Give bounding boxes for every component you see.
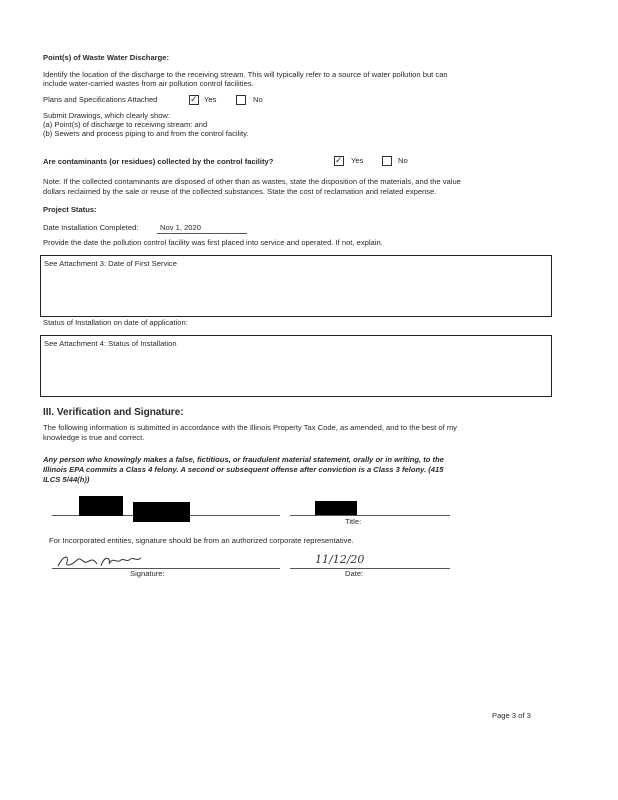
verification-heading: III. Verification and Signature:	[43, 407, 184, 418]
contaminants-yes-label: Yes	[351, 156, 364, 165]
project-status-heading: Project Status:	[43, 205, 97, 214]
contaminants-question: Are contaminants (or residues) collected by the control facility?	[43, 157, 274, 166]
plans-attached-label: Plans and Specifications Attached	[43, 95, 158, 104]
date-installation-value[interactable]: Nov 1, 2020	[160, 223, 201, 232]
date-installation-label: Date Installation Completed:	[43, 223, 139, 232]
signature-label: Signature:	[130, 569, 165, 578]
provide-date-text: Provide the date the pollution control facility was first placed into service and operated. If not, explain.	[43, 238, 383, 247]
status-installation-box[interactable]	[40, 335, 552, 397]
redaction-block-3	[315, 501, 357, 515]
title-underline	[290, 515, 450, 516]
submit-drawings-line1: Submit Drawings, which clearly show:	[43, 111, 171, 120]
page-number: Page 3 of 3	[492, 711, 531, 720]
contaminants-yes-checkbox[interactable]: ✓	[335, 155, 343, 165]
warning-line2: Illinois EPA commits a Class 4 felony. A second or subsequent offense after conviction is a Class 3 felony. (415	[43, 465, 444, 474]
date-installation-underline	[157, 233, 247, 234]
first-service-text: See Attachment 3: Date of First Service	[44, 259, 177, 268]
incorporated-text: For Incorporated entities, signature should be from an authorized corporate representative.	[49, 536, 354, 545]
plans-no-label: No	[253, 95, 263, 104]
signature-date-value[interactable]: 11/12/20	[315, 553, 365, 566]
verification-text-line1: The following information is submitted in accordance with the Illinois Property Tax Code, as amended, and to the best of my	[43, 423, 457, 432]
warning-line1: Any person who knowingly makes a false, fictitious, or fraudulent material statement, orally or in writing, to the	[43, 455, 444, 464]
date-label: Date:	[345, 569, 364, 578]
status-installation-text: See Attachment 4: Status of Installation	[44, 339, 177, 348]
verification-text-line2: knowledge is true and correct.	[43, 433, 145, 442]
status-installation-label: Status of Installation on date of application:	[43, 318, 188, 327]
plans-yes-checkbox[interactable]: ✓	[190, 94, 198, 104]
plans-no-checkbox[interactable]	[236, 95, 246, 105]
signature-underline	[52, 568, 280, 569]
contaminants-note-line1: Note: If the collected contaminants are disposed of other than as wastes, state the disposition of the materials, and the value	[43, 177, 461, 186]
date-underline	[290, 568, 450, 569]
redaction-block-2	[133, 502, 190, 522]
plans-yes-label: Yes	[204, 95, 217, 104]
redaction-block-1	[79, 496, 123, 516]
contaminants-note-line2: dollars reclaimed by the sale or reuse of the collected substances. State the cost of reclamation and related expense.	[43, 187, 437, 196]
submit-drawings-line2: (a) Point(s) of discharge to receiving stream: and	[43, 120, 208, 129]
contaminants-no-label: No	[398, 156, 408, 165]
warning-line3: ILCS 5/44(h))	[43, 475, 90, 484]
contaminants-no-checkbox[interactable]	[382, 156, 392, 166]
waste-water-desc-line1: Identify the location of the discharge to the receiving stream. This will typically refer to a source of water pollution but can	[43, 70, 448, 79]
waste-water-heading: Point(s) of Waste Water Discharge:	[43, 53, 170, 62]
first-service-box[interactable]	[40, 255, 552, 317]
waste-water-desc-line2: include water-carried wastes from air pollution control facilities.	[43, 79, 254, 88]
submit-drawings-line3: (b) Sewers and process piping to and from the control facility.	[43, 129, 249, 138]
title-label: Title:	[345, 517, 362, 526]
